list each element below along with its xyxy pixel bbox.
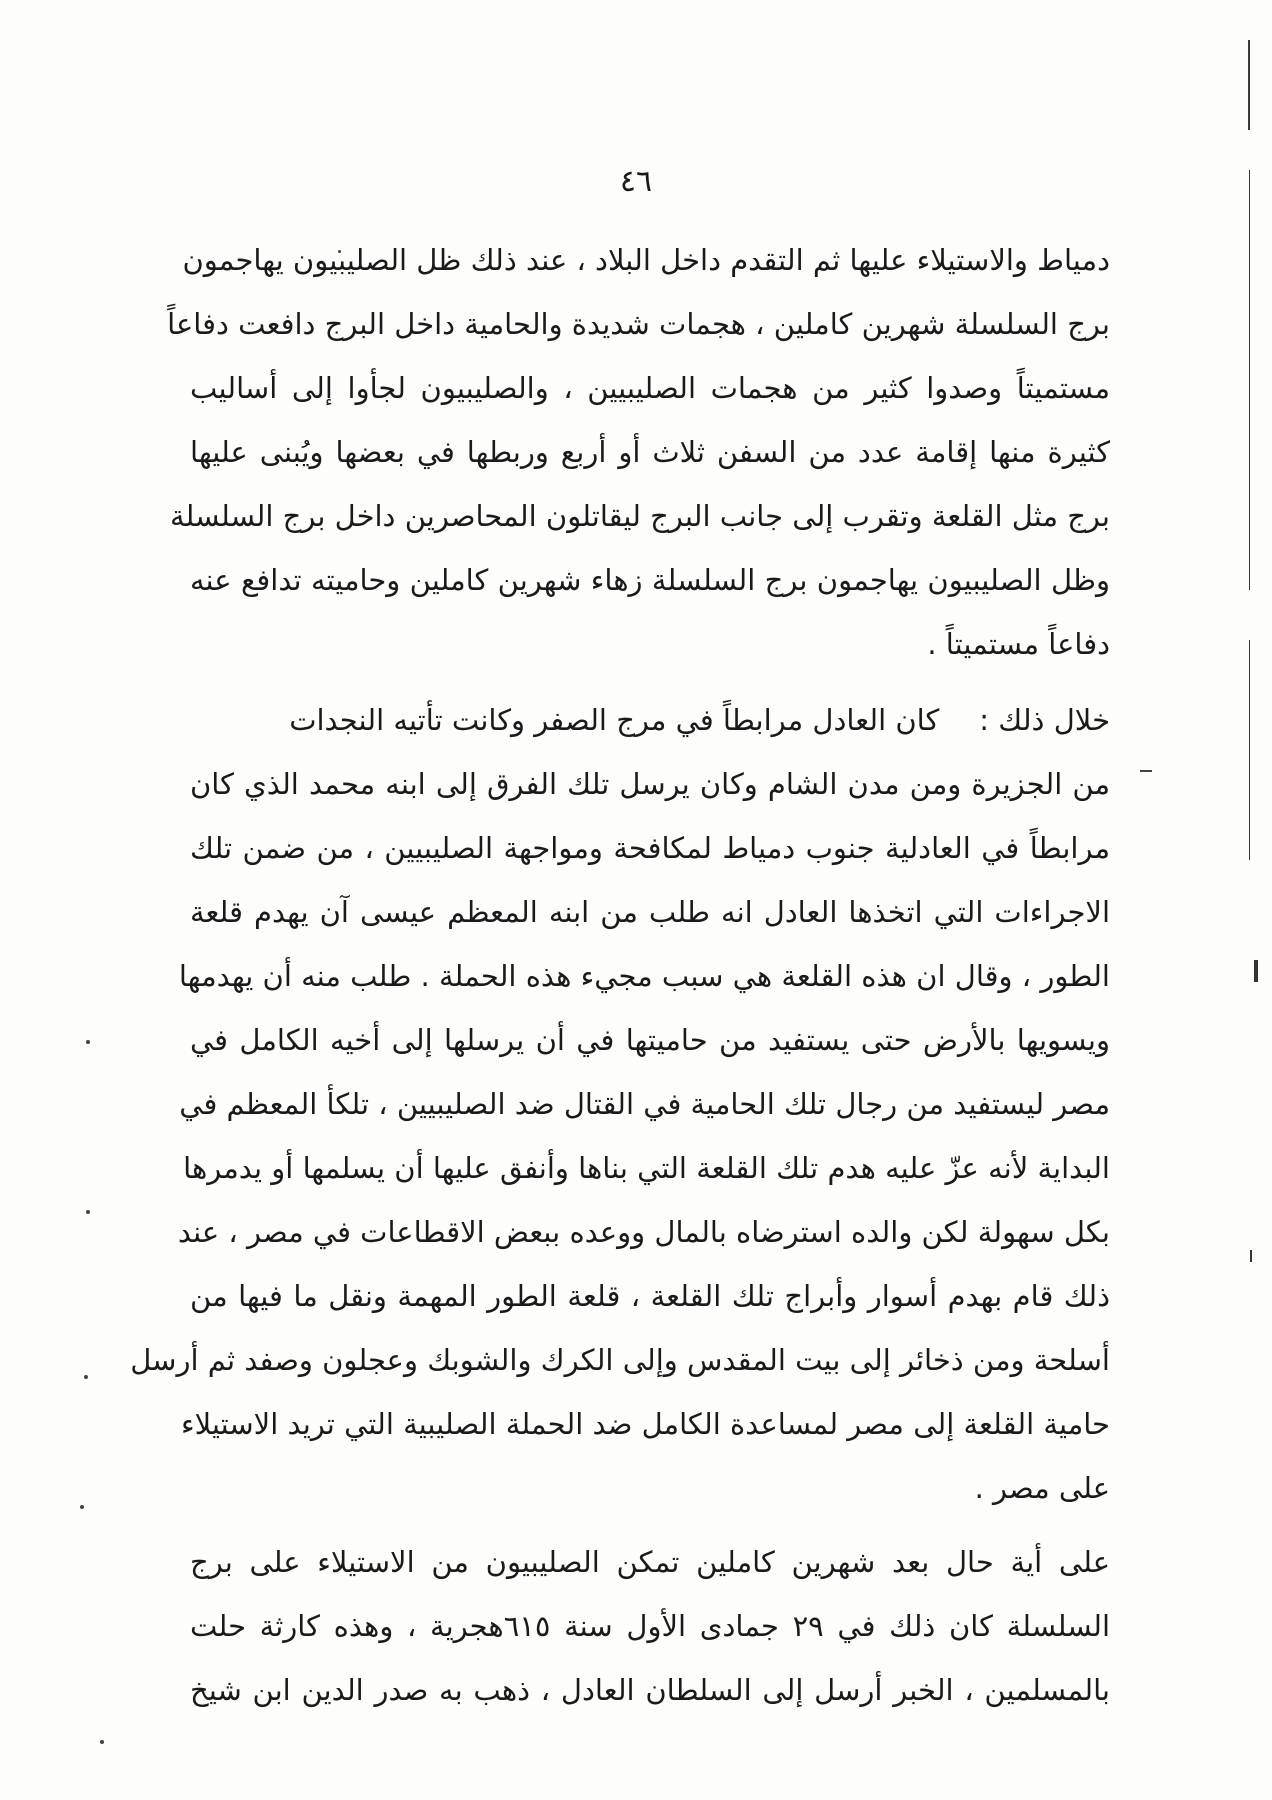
scan-speck [84, 1375, 88, 1379]
binding-edge-line [1249, 640, 1250, 860]
text-line: برج مثل القلعة وتقرب إلى جانب البرج ليقاتلون المحاصرين داخل برج السلسلة [170, 499, 1110, 533]
paragraph-1 [167, 228, 1110, 676]
text-line: برج السلسلة شهرين كاملين ، هجمات شديدة والحامية داخل البرج دافعت دفاعاً [167, 307, 1110, 341]
text-line: حامية القلعة إلى مصر لمساعدة الكامل ضد الحملة الصليبية التي تريد الاستيلاء [180, 1407, 1110, 1441]
binding-edge-line [1249, 170, 1250, 590]
section-label: خلال ذلك : [979, 703, 1110, 737]
text-line: بالمسلمين ، الخبر أرسل إلى السلطان العادل ، ذهب به صدر الدين ابن شيخ [190, 1673, 1110, 1707]
edge-mark [1250, 1250, 1252, 1262]
text-line: على مصر . [974, 1471, 1110, 1505]
text-line: وظل الصليبيون يهاجمون برج السلسلة زهاء شهرين كاملين وحاميته تدافع عنه [190, 563, 1110, 597]
paragraph-3 [190, 1530, 1110, 1722]
text-line: من الجزيرة ومن مدن الشام وكان يرسل تلك الفرق إلى ابنه محمد الذي كان [190, 767, 1110, 801]
text-line: بكل سهولة لكن والده استرضاه بالمال ووعده ببعض الاقطاعات في مصر ، عند [177, 1215, 1110, 1249]
text-line: كثيرة منها إقامة عدد من السفن ثلاث أو أربع وربطها في بعضها ويُبنى عليها [190, 435, 1110, 469]
text-line-body: كان العادل مرابطاً في مرج الصفر وكانت تأتيه النجدات [289, 703, 940, 737]
text-line [190, 688, 1110, 752]
scan-speck [1140, 770, 1152, 772]
scan-speck [86, 1210, 90, 1214]
scan-speck [86, 1040, 90, 1044]
text-line: السلسلة كان ذلك في ٢٩ جمادى الأول سنة ٦١٥هجرية ، وهذه كارثة حلت [190, 1609, 1110, 1643]
binding-edge-line [1248, 40, 1250, 130]
text-line: ويسويها بالأرض حتى يستفيد من حاميتها في أن يرسلها إلى أخيه الكامل في [190, 1023, 1110, 1057]
text-line: البداية لأنه عزّ عليه هدم تلك القلعة التي بناها وأنفق عليها أن يسلمها أو يدمرها [183, 1151, 1110, 1185]
scan-speck [80, 1505, 84, 1509]
text-line: ذلك قام بهدم أسوار وأبراج تلك القلعة ، قلعة الطور المهمة ونقل ما فيها من [190, 1279, 1110, 1313]
edge-mark [1254, 960, 1258, 982]
text-line: الطور ، وقال ان هذه القلعة هي سبب مجيء هذه الحملة . طلب منه أن يهدمها [178, 959, 1110, 993]
text-line: مصر ليستفيد من رجال تلك الحامية في القتال ضد الصليبيين ، تلكأ المعظم في [179, 1087, 1110, 1121]
text-line: مرابطاً في العادلية جنوب دمياط لمكافحة ومواجهة الصليبيين ، من ضمن تلك [190, 831, 1110, 865]
text-line: الاجراءات التي اتخذها العادل انه طلب من ابنه المعظم عيسى آن يهدم قلعة [190, 895, 1110, 929]
paragraph-2 [130, 688, 1110, 1520]
page-number: ٤٦ [619, 164, 653, 199]
text-line: على أية حال بعد شهرين كاملين تمكن الصليبيون من الاستيلاء على برج [190, 1545, 1110, 1579]
text-line: دفاعاً مستميتاً . [927, 627, 1110, 661]
text-line: أسلحة ومن ذخائر إلى بيت المقدس وإلى الكرك والشوبك وعجلون وصفد ثم أرسل [130, 1343, 1110, 1377]
text-line: مستميتاً وصدوا كثير من هجمات الصليبيين ، والصليبيون لجأوا إلى أساليب [190, 371, 1110, 405]
text-line: دمياط والاستيلاء عليها ثم التقدم داخل البلاد ، عند ذلك ظل الصليبيون يهاجمون [182, 243, 1110, 277]
scan-speck [100, 1740, 104, 1744]
